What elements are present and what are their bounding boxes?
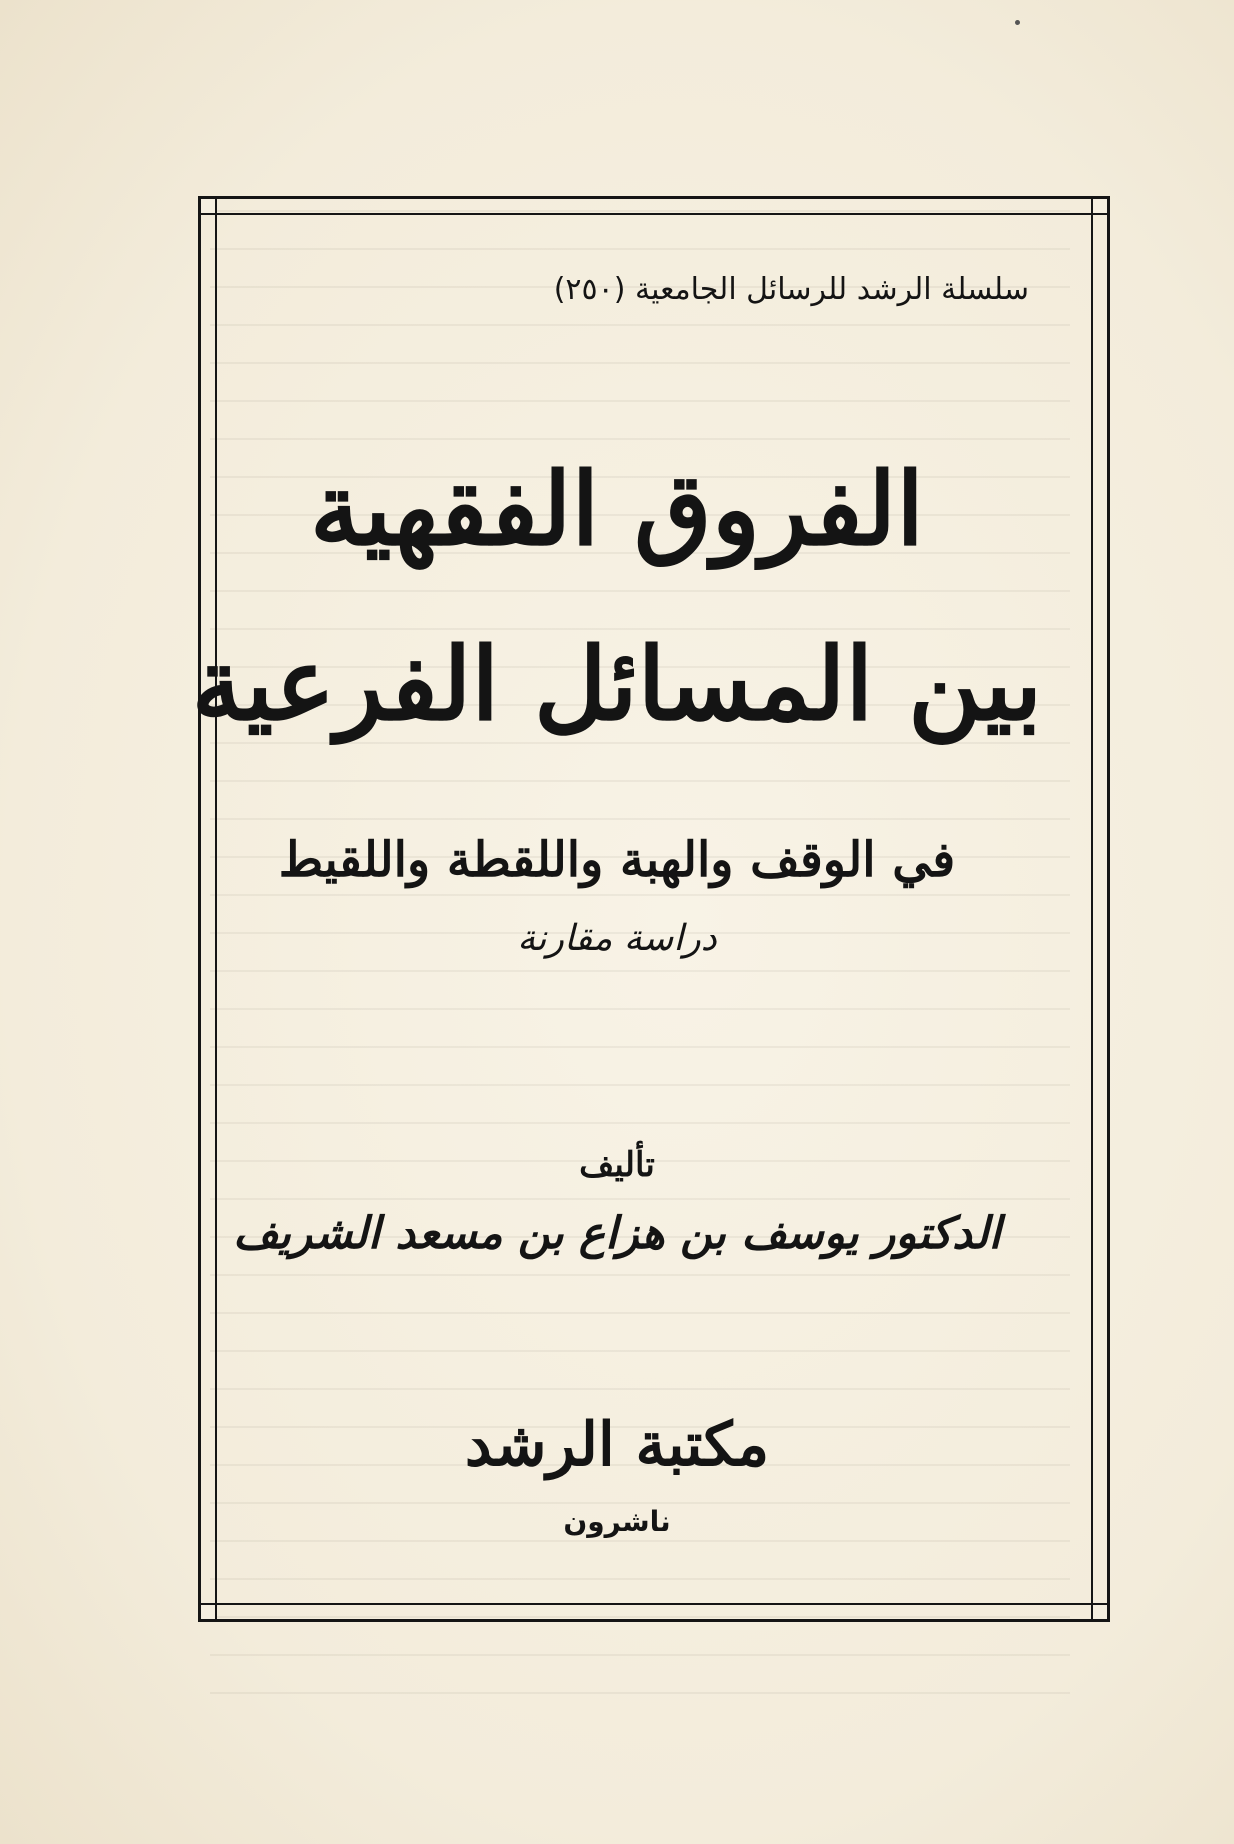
corner-ornament xyxy=(199,1603,217,1621)
corner-ornament xyxy=(1091,1603,1109,1621)
publisher-name: مكتبة الرشد xyxy=(464,1410,770,1480)
series-title: سلسلة الرشد للرسائل الجامعية (٢٥٠) xyxy=(553,272,1029,307)
book-subtitle: في الوقف والهبة واللقطة واللقيط xyxy=(278,832,956,888)
study-type: دراسة مقارنة xyxy=(517,918,717,959)
page-border-inner xyxy=(215,213,1093,1605)
book-title-line-2: بين المسائل الفرعية xyxy=(191,625,1043,743)
author-name: الدكتور يوسف بن هزاع بن مسعد الشريف xyxy=(233,1208,1001,1259)
book-title-line-1: الفروق الفقهية xyxy=(309,450,924,568)
author-label: تأليف xyxy=(579,1145,655,1185)
corner-ornament xyxy=(1091,197,1109,215)
page-border-outer xyxy=(198,196,1110,1622)
speck xyxy=(1015,20,1020,25)
publisher-subtitle: ناشرون xyxy=(563,1505,671,1538)
